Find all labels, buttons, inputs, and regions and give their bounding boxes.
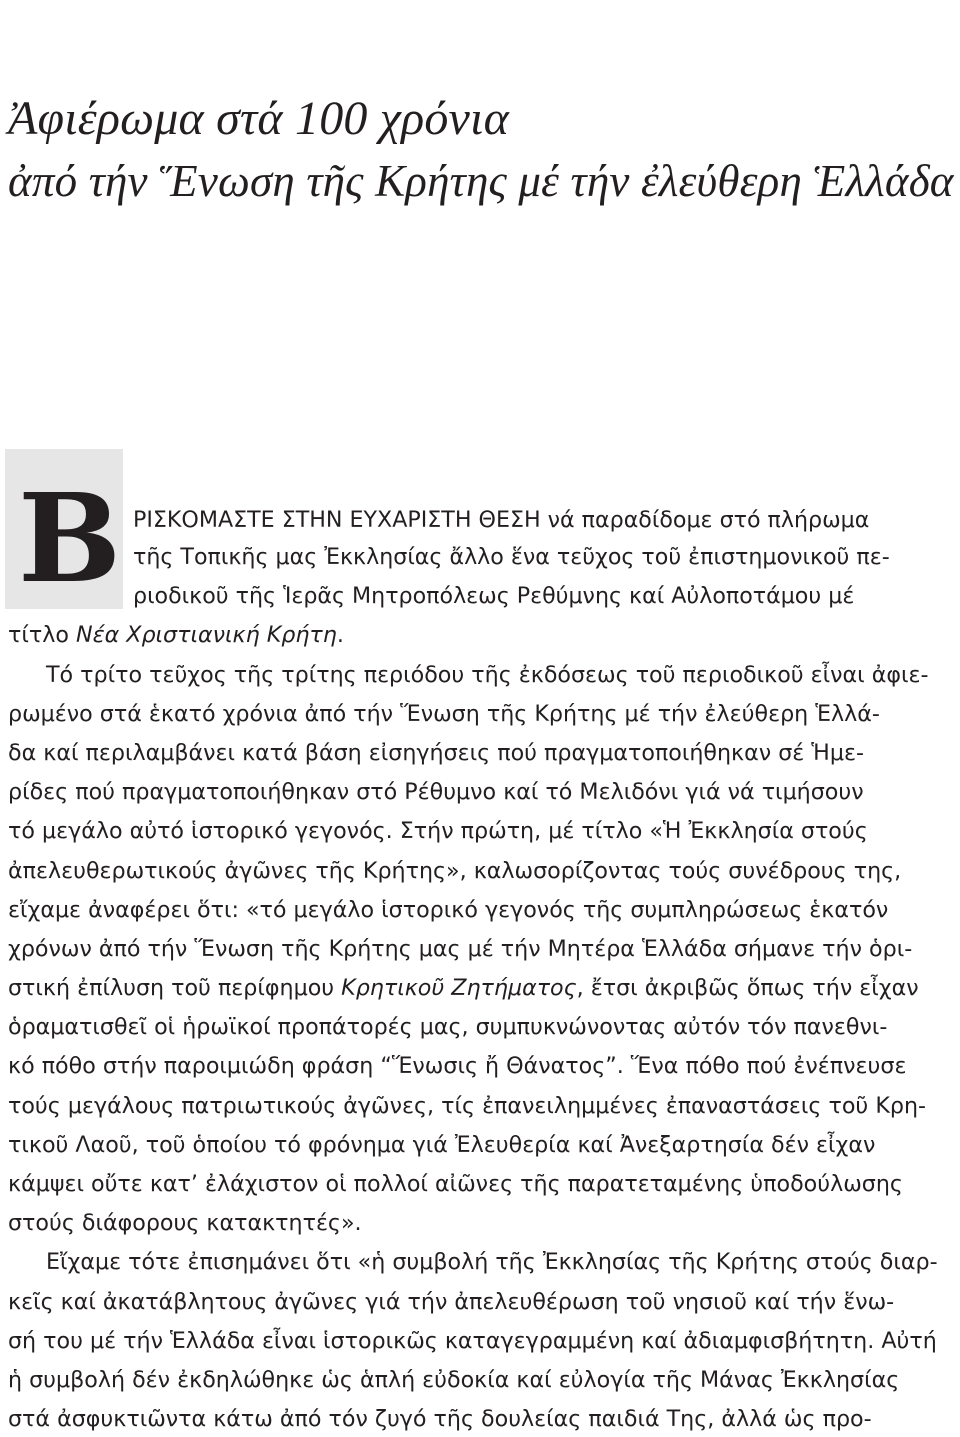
body-line: τό μεγάλο αὐτό ἱστορικό γεγονός. Στήν πρώτη, μέ τίτλο «Ἡ Ἐκκλησία στούς — [8, 818, 868, 844]
body-line: τούς μεγάλους πατριωτικούς ἀγῶνες, τίς ἐπανειλημμένες ἐπαναστάσεις τοῦ Κρη- — [8, 1093, 927, 1119]
body-line: στούς διάφορους κατακτητές». — [8, 1210, 362, 1236]
body-line: στά ἀσφυκτιῶντα κάτω ἀπό τόν ζυγό τῆς δουλείας παιδιά Της, ἀλλά ὡς προ- — [8, 1406, 872, 1432]
body-line: κάμψει οὔτε κατ’ ἐλάχιστον οἱ πολλοί αἰῶνες τῆς παρατεταμένης ὑποδούλωσης — [8, 1171, 903, 1197]
body-line: κό πόθο στήν παροιμιώδη φράση “Ἕνωσις ἤ Θάνατος”. Ἕνα πόθο πού ἐνέπνευσε — [8, 1053, 907, 1079]
body-line: τικοῦ Λαοῦ, τοῦ ὁποίου τό φρόνημα γιά Ἐλευθερία καί Ἀνεξαρτησία δέν εἶχαν — [8, 1132, 876, 1158]
body-line: ρωμένο στά ἑκατό χρόνια ἀπό τήν Ἕνωση τῆς Κρήτης μέ τήν ἐλεύθερη Ἑλλά- — [8, 701, 880, 727]
title-line-1: Ἀφιέρωμα στά 100 χρόνια — [8, 92, 509, 145]
body-line: Εἴχαμε τότε ἐπισημάνει ὅτι «ἡ συμβολή τῆς Ἐκκλησίας τῆς Κρήτης στούς διαρ- — [46, 1249, 938, 1275]
body-line: κεῖς καί ἀκατάβλητους ἀγῶνες γιά τήν ἀπελευθέρωση τοῦ νησιοῦ καί τήν ἕνω- — [8, 1289, 895, 1315]
body-line: σή του μέ τήν Ἑλλάδα εἶναι ἱστορικῶς καταγεγραμμένη καί ἀδιαμφισβήτητη. Αὐτή — [8, 1328, 937, 1354]
body-line: τίτλο Νέα Χριστιανική Κρήτη. — [8, 622, 344, 648]
body-line: δα καί περιλαμβάνει κατά βάση εἰσηγήσεις πού πραγματοποιήθηκαν σέ Ἡμε- — [8, 740, 864, 766]
body-line: στική ἐπίλυση τοῦ περίφημου Κρητικοῦ Ζητήματος, ἔτσι ἀκριβῶς ὅπως τήν εἶχαν — [8, 975, 919, 1001]
body-line: ἀπελευθερωτικούς ἀγῶνες τῆς Κρήτης», καλωσορίζοντας τούς συνέδρους της, — [8, 858, 902, 884]
body-line: τῆς Τοπικῆς μας Ἐκκλησίας ἄλλο ἕνα τεῦχος τοῦ ἐπιστημονικοῦ πε- — [133, 544, 890, 570]
body-line: Τό τρίτο τεῦχος τῆς τρίτης περιόδου τῆς ἐκδόσεως τοῦ περιοδικοῦ εἶναι ἀφιε- — [46, 662, 929, 688]
body-line: χρόνων ἀπό τήν Ἕνωση τῆς Κρήτης μας μέ τήν Μητέρα Ἑλλάδα σήμανε τήν ὁρι- — [8, 936, 913, 962]
drop-cap-letter: Β — [18, 466, 122, 610]
body-line: ἡ συμβολή δέν ἐκδηλώθηκε ὡς ἁπλή εὐδοκία καί εὐλογία τῆς Μάνας Ἐκκλησίας — [8, 1367, 900, 1393]
italic-phrase: Κρητικοῦ Ζητήματος — [341, 975, 577, 1001]
body-line: εἴχαμε ἀναφέρει ὅτι: «τό μεγάλο ἱστορικό γεγονός τῆς συμπληρώσεως ἑκατόν — [8, 897, 889, 923]
body-line: ΡΙΣΚΟΜΑΣΤΕ ΣΤΗΝ ΕΥΧΑΡΙΣΤΗ ΘΕΣΗ νά παραδίδομε στό πλήρωμα — [133, 507, 870, 533]
page-title — [8, 88, 953, 212]
journal-title: Νέα Χριστιανική Κρήτη — [75, 622, 337, 648]
body-line: ριοδικοῦ τῆς Ἱερᾶς Μητροπόλεως Ρεθύμνης καί Αὐλοποτάμου μέ — [133, 583, 855, 609]
body-line: ὁραματισθεῖ οἱ ἡρωϊκοί προπάτορές μας, συμπυκνώνοντας αὐτόν τόν πανεθνι- — [8, 1014, 888, 1040]
title-line-2: ἀπό τήν Ἕνωση τῆς Κρήτης μέ τήν ἐλεύθερη Ἑλλάδα — [8, 156, 954, 206]
body-line: ρίδες πού πραγματοποιήθηκαν στό Ρέθυμνο καί τό Μελιδόνι γιά νά τιμήσουν — [8, 779, 864, 805]
